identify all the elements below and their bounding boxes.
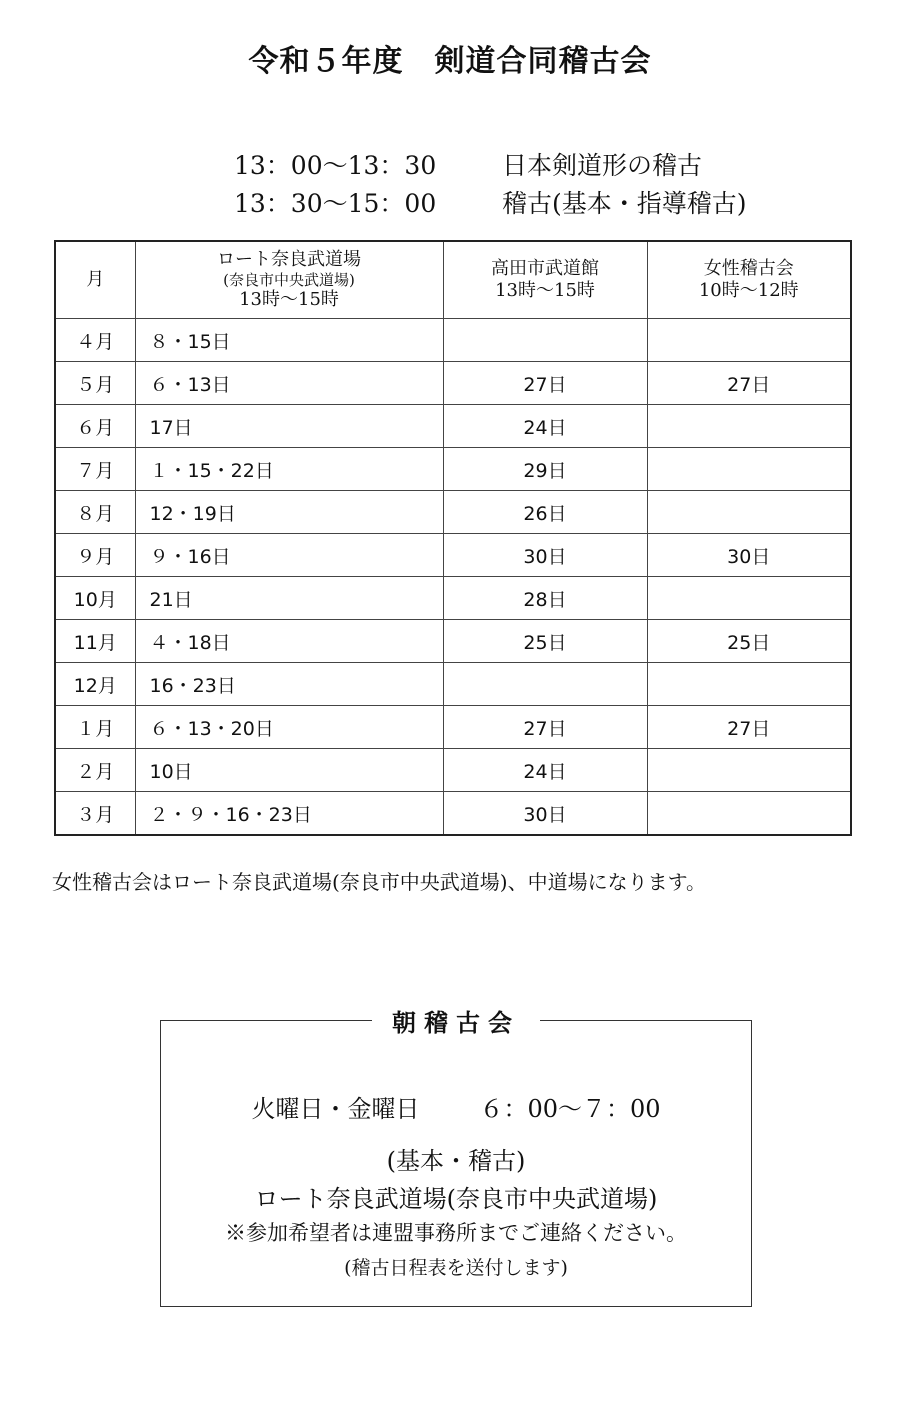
takada-dates-cell: 30日: [443, 534, 647, 577]
rohto-dates-cell: ９・16日: [135, 534, 443, 577]
takada-dates-cell: 30日: [443, 792, 647, 836]
schedule-activity: 稽古(基本・指導稽古): [502, 189, 747, 218]
rohto-dates-cell: １・15・22日: [135, 448, 443, 491]
month-cell: ４月: [55, 319, 135, 362]
header-women: [647, 241, 851, 319]
women-dates-cell: [647, 319, 851, 362]
morning-contact: ※参加希望者は連盟事務所までご連絡ください。: [225, 1221, 687, 1245]
table-row: [55, 749, 851, 792]
schedule-time: 13：00～13：30: [234, 151, 437, 180]
takada-dates-cell: 25日: [443, 620, 647, 663]
header-rohto-sub: (奈良市中央武道場): [223, 271, 355, 289]
rohto-dates-cell: 16・23日: [135, 663, 443, 706]
header-women-name: 女性稽古会: [703, 258, 794, 279]
rohto-dates-cell: 10日: [135, 749, 443, 792]
month-cell: ３月: [55, 792, 135, 836]
month-cell: 11月: [55, 620, 135, 663]
morning-days: 火曜日・金曜日: [251, 1095, 420, 1123]
women-dates-cell: [647, 491, 851, 534]
rohto-dates-cell: ２・９・16・23日: [135, 792, 443, 836]
table-header-row: [55, 241, 851, 319]
table-row: [55, 620, 851, 663]
morning-place: ロート奈良武道場(奈良市中央武道場): [254, 1185, 658, 1213]
takada-dates-cell: 27日: [443, 706, 647, 749]
rohto-dates-cell: 17日: [135, 405, 443, 448]
table-row: [55, 534, 851, 577]
page-title: 令和５年度 剣道合同稽古会: [248, 44, 652, 79]
table-row: [55, 577, 851, 620]
rohto-dates-cell: ６・13・20日: [135, 706, 443, 749]
morning-days-time: [161, 1089, 751, 1124]
table-row: [55, 362, 851, 405]
table-row: [55, 448, 851, 491]
header-takada-time: 13時～15時: [495, 280, 595, 301]
women-dates-cell: [647, 792, 851, 836]
takada-dates-cell: 27日: [443, 362, 647, 405]
header-takada: [443, 241, 647, 319]
women-dates-cell: [647, 577, 851, 620]
header-rohto-name: ロート奈良武道場: [217, 249, 361, 270]
morning-time: ６：00～７：00: [479, 1095, 661, 1123]
schedule-line-1: [234, 146, 702, 182]
schedule-line-2: [234, 184, 747, 220]
women-practice-note: 女性稽古会はロート奈良武道場(奈良市中央武道場)、中道場になります。: [52, 870, 707, 894]
morning-practice-title-wrap: [161, 1003, 751, 1038]
women-dates-cell: 27日: [647, 362, 851, 405]
schedule-activity: 日本剣道形の稽古: [502, 151, 703, 180]
table-row: [55, 405, 851, 448]
morning-practice-box: [160, 1009, 752, 1307]
table-row: [55, 663, 851, 706]
rohto-dates-cell: ４・18日: [135, 620, 443, 663]
practice-calendar-table: [54, 240, 852, 836]
women-dates-cell: [647, 448, 851, 491]
month-cell: ６月: [55, 405, 135, 448]
month-cell: ７月: [55, 448, 135, 491]
takada-dates-cell: 24日: [443, 405, 647, 448]
women-dates-cell: 30日: [647, 534, 851, 577]
header-rohto-time: 13時～15時: [239, 289, 339, 310]
takada-dates-cell: [443, 663, 647, 706]
table-row: [55, 491, 851, 534]
header-takada-name: 高田市武道館: [491, 258, 599, 279]
takada-dates-cell: 26日: [443, 491, 647, 534]
month-cell: １月: [55, 706, 135, 749]
table-row: [55, 319, 851, 362]
rohto-dates-cell: 21日: [135, 577, 443, 620]
table-row: [55, 792, 851, 836]
header-month: 月: [55, 241, 135, 319]
women-dates-cell: 25日: [647, 620, 851, 663]
header-women-time: 10時～12時: [698, 280, 799, 301]
takada-dates-cell: [443, 319, 647, 362]
women-dates-cell: [647, 405, 851, 448]
rohto-dates-cell: 12・19日: [135, 491, 443, 534]
takada-dates-cell: 24日: [443, 749, 647, 792]
schedule-time: 13：30～15：00: [234, 189, 437, 218]
month-cell: 10月: [55, 577, 135, 620]
women-dates-cell: [647, 749, 851, 792]
women-dates-cell: 27日: [647, 706, 851, 749]
morning-content: (基本・稽古): [386, 1147, 526, 1175]
table-row: [55, 706, 851, 749]
month-cell: ２月: [55, 749, 135, 792]
rohto-dates-cell: ６・13日: [135, 362, 443, 405]
rohto-dates-cell: ８・15日: [135, 319, 443, 362]
morning-practice-title: 朝稽古会: [372, 1009, 540, 1037]
header-rohto-nara: [135, 241, 443, 319]
month-cell: 12月: [55, 663, 135, 706]
month-cell: ５月: [55, 362, 135, 405]
morning-footnote: (稽古日程表を送付します): [344, 1257, 568, 1279]
women-dates-cell: [647, 663, 851, 706]
takada-dates-cell: 29日: [443, 448, 647, 491]
month-cell: ８月: [55, 491, 135, 534]
month-cell: ９月: [55, 534, 135, 577]
takada-dates-cell: 28日: [443, 577, 647, 620]
